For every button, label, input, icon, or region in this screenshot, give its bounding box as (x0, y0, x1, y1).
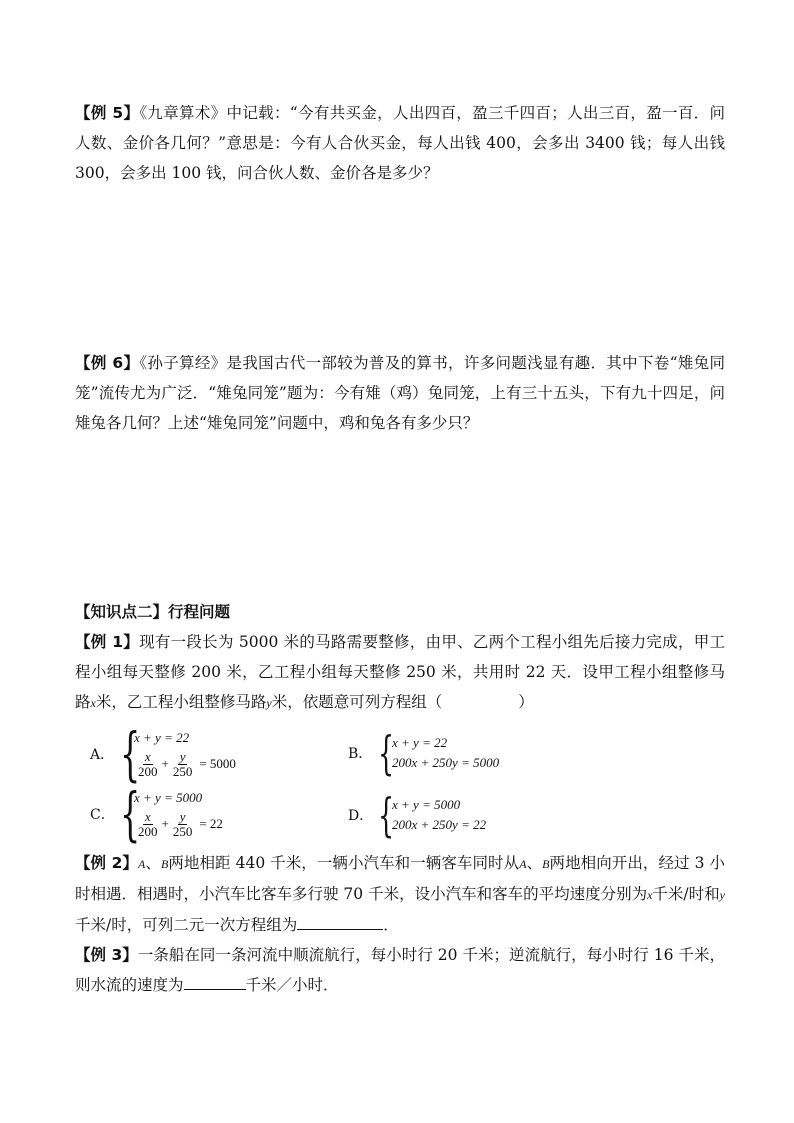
example-2-text-a: 两地相距 440 千米，一辆小汽车和一辆客车同时从 (168, 854, 520, 872)
variable-a: A (138, 857, 146, 871)
option-a-frac1: $\frac{x}{200}$ (138, 748, 158, 779)
example-2-text-b: 两地相向开出，经过 3 小时相遇．相遇时，小汽车比客车多行驶 70 千米，设小汽车和客车的平均速度分别为 (75, 854, 725, 903)
variable-x: x (90, 696, 96, 710)
option-b-eq1: x + y = 22 (392, 735, 448, 750)
variable-y: y (266, 696, 272, 710)
example-1-text-c: 米，依题意可列方程组（ (271, 693, 443, 711)
example-2-text-e: ． (383, 916, 399, 934)
example-2: 【例 2】A、B两地相距 440 千米，一辆小汽车和一辆客车同时从A、B两地相向开出，经过 3 小时相遇．相遇时，小汽车比客车多行驶 70 千米，设小汽车和客车的平均速度分别为x千米/时和y千米/时，可列二元一次方程组为 ． (75, 854, 725, 934)
example-6 (75, 348, 725, 438)
option-c-letter: C． (90, 807, 115, 823)
section-heading: 【知识点二】行程问题 (75, 603, 231, 621)
option-a-system: x + y = 22 $\frac{x}{200}$ + $\frac{y}{250}$ = 5000 (134, 730, 236, 779)
option-d-system (392, 795, 486, 835)
example-5-tag: 【例 5】 (75, 104, 140, 122)
example-1 (75, 627, 725, 718)
option-a-eq1: x + y = 22 (134, 730, 190, 745)
option-a[interactable] (90, 720, 236, 788)
option-b-system (392, 733, 499, 773)
example-3-tag: 【例 3】 (75, 946, 138, 964)
option-a-letter: A． (90, 747, 115, 763)
variable-y: y (719, 888, 725, 902)
example-1-tag: 【例 1】 (75, 633, 140, 651)
option-b[interactable] (348, 726, 500, 780)
brace-icon: { (378, 726, 395, 780)
example-6-text: 《孙子算经》是我国古代一部较为普及的算书，许多问题浅显有趣．其中下卷“雉兔同笼”流传尤为广泛．“雉兔同笼”题为：今有雉（鸡）兔同笼，上有三十五头，下有九十四足，问雉兔各几何？上述“雉兔同笼”问题中，鸡和兔各有多少只？ (75, 354, 725, 432)
variable-b: B (160, 857, 169, 871)
example-5-text: 《九章算术》中记载：“今有共买金，人出四百，盈三千四百；人出三百，盈一百．问人数、金价各几何？”意思是：今有人合伙买金，每人出钱 400，会多出 3400 钱；每人出钱 300，会多出 100 钱，问合伙人数、金价各是多少？ (75, 104, 725, 182)
brace-icon: { (378, 788, 395, 842)
option-b-letter: B． (348, 746, 373, 762)
separator: 、 (145, 854, 161, 872)
option-c[interactable] (90, 780, 223, 848)
example-6-tag: 【例 6】 (75, 354, 140, 372)
example-2-tag: 【例 2】 (75, 854, 138, 872)
example-1-text-a: 现有一段长为 5000 米的马路需要整修，由甲、乙两个工程小组先后接力完成，甲工程小组每天整修 200 米，乙工程小组每天整修 250 米，共用时 22 天．设甲工程小组整修马路 (75, 633, 725, 711)
option-b-eq2: 200x + 250y = 5000 (392, 755, 500, 770)
brace-icon: { (120, 780, 141, 848)
answer-blank-line[interactable] (297, 913, 383, 930)
option-c-frac1: $\frac{x}{200}$ (138, 808, 158, 839)
example-2-text-d: 千米/时，可列二元一次方程组为 (75, 916, 298, 934)
variable-x: x (647, 888, 653, 902)
option-d-letter: D． (348, 808, 374, 824)
option-c-frac2: $\frac{y}{250}$ (172, 808, 193, 839)
option-c-system: x + y = 5000 $\frac{x}{200}$ + $\frac{y}{250}$ = 22 (134, 790, 223, 839)
example-3-text-b: 千米／小时． (245, 976, 339, 994)
example-1-text-b: 米，乙工程小组整修马路 (95, 693, 267, 711)
option-a-frac2: $\frac{y}{250}$ (172, 748, 193, 779)
option-d[interactable] (348, 788, 487, 842)
option-c-eq1: x + y = 5000 (134, 790, 203, 805)
example-5 (75, 98, 725, 188)
example-3-text-a: 一条船在同一条河流中顺流航行，每小时行 20 千米；逆流航行，每小时行 16 千米，则水流的速度为 (75, 946, 725, 994)
option-d-eq1: x + y = 5000 (392, 797, 461, 812)
example-2-text-c: 千米/时和 (652, 885, 720, 903)
example-3 (75, 940, 725, 1000)
brace-icon: { (120, 720, 141, 788)
option-a-rhs: = 5000 (199, 756, 236, 771)
example-1-text-d: ） (518, 693, 534, 711)
option-c-rhs: = 22 (199, 816, 223, 831)
answer-blank-line[interactable] (184, 973, 246, 990)
option-d-eq2: 200x + 250y = 22 (392, 817, 487, 832)
